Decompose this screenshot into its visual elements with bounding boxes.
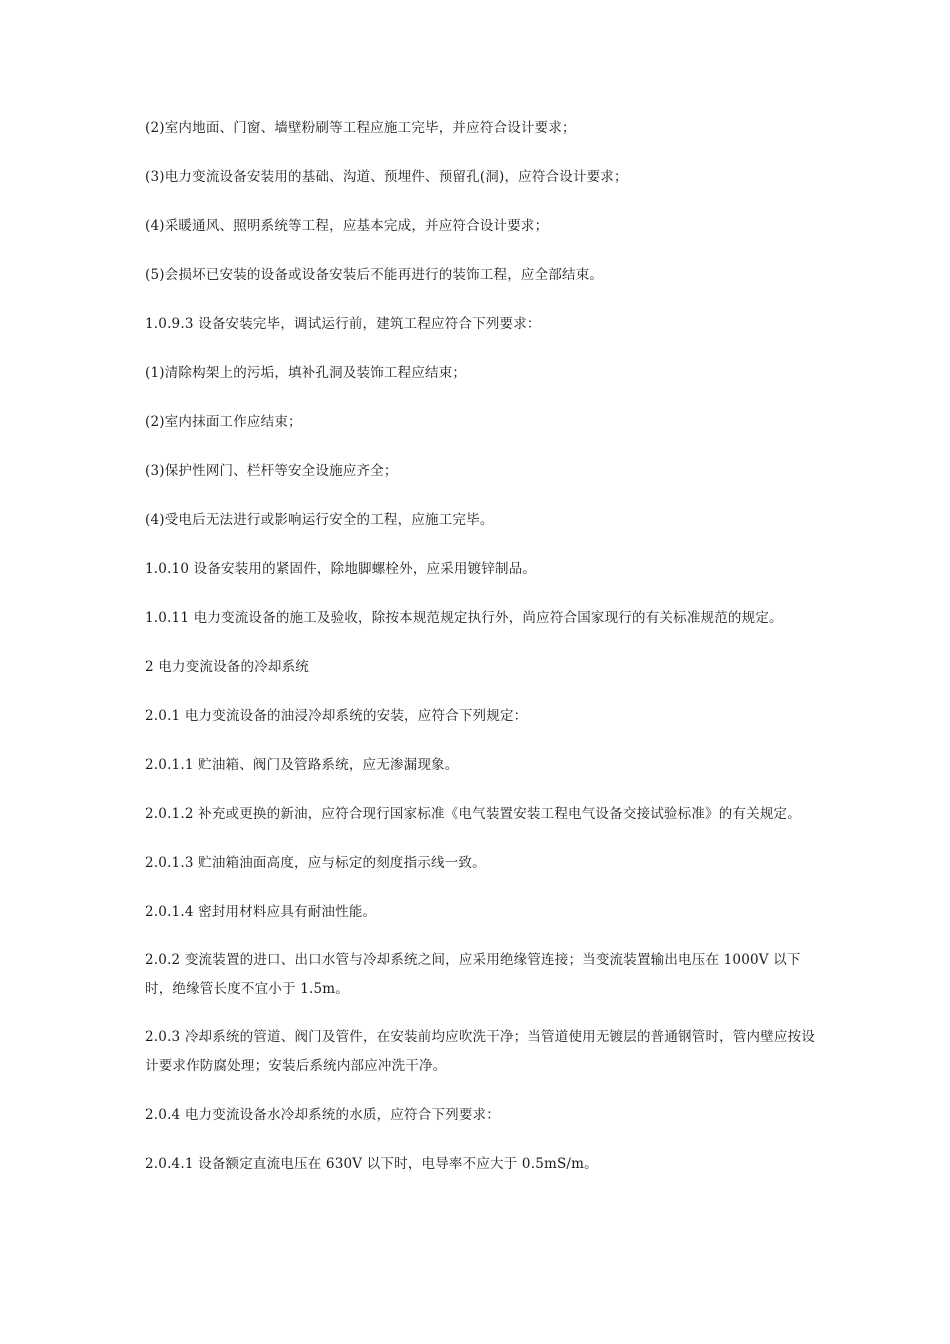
clause-2-0-1-4: 2.0.1.4 密封用材料应具有耐油性能。 xyxy=(145,904,377,920)
clause-2-0-4: 2.0.4 电力变流设备水冷却系统的水质，应符合下列要求： xyxy=(145,1107,500,1123)
clause-2-0-2: 2.0.2 变流装置的进口、出口水管与冷却系统之间，应采用绝缘管连接；当变流装置输出电压在 1000V 以下时，绝缘管长度不宜小于 1.5m。 xyxy=(145,952,801,997)
item-1-clean-structures: (1)清除构架上的污垢，填补孔洞及装饰工程应结束； xyxy=(145,365,467,381)
paragraph-3-foundations: (3)电力变流设备安装用的基础、沟道、预埋件、预留孔(洞)，应符合设计要求； xyxy=(145,169,628,185)
clause-2-0-1: 2.0.1 电力变流设备的油浸冷却系统的安装，应符合下列规定： xyxy=(145,708,528,724)
section-heading-2: 2 电力变流设备的冷却系统 xyxy=(145,659,309,675)
paragraph-4-hvac-lighting: (4)采暖通风、照明系统等工程，应基本完成，并应符合设计要求； xyxy=(145,218,549,234)
paragraph-5-decoration: (5)会损坏已安装的设备或设备安装后不能再进行的装饰工程，应全部结束。 xyxy=(145,267,604,283)
item-2-plastering: (2)室内抹面工作应结束； xyxy=(145,414,302,430)
clause-1-0-11: 1.0.11 电力变流设备的施工及验收，除按本规范规定执行外，尚应符合国家现行的有关标准规范的规定。 xyxy=(145,610,783,626)
clause-1-0-9-3: 1.0.9.3 设备安装完毕，调试运行前，建筑工程应符合下列要求： xyxy=(145,316,541,332)
clause-1-0-10: 1.0.10 设备安装用的紧固件，除地脚螺栓外，应采用镀锌制品。 xyxy=(145,561,537,577)
item-3-safety-facilities: (3)保护性网门、栏杆等安全设施应齐全； xyxy=(145,463,398,479)
paragraph-2-interior-finishes: (2)室内地面、门窗、墙壁粉刷等工程应施工完毕，并应符合设计要求； xyxy=(145,120,576,136)
clause-2-0-3: 2.0.3 冷却系统的管道、阀门及管件，在安装前均应吹洗干净；当管道使用无镀层的普通钢管时，管内壁应按设计要求作防腐处理；安装后系统内部应冲洗干净。 xyxy=(145,1029,816,1074)
item-4-post-energize-works: (4)受电后无法进行或影响运行安全的工程，应施工完毕。 xyxy=(145,512,494,528)
document-body xyxy=(145,118,817,1203)
clause-2-0-4-1: 2.0.4.1 设备额定直流电压在 630V 以下时，电导率不应大于 0.5mS/m。 xyxy=(145,1156,598,1172)
clause-2-0-1-1: 2.0.1.1 贮油箱、阀门及管路系统，应无渗漏现象。 xyxy=(145,757,459,773)
clause-2-0-1-3: 2.0.1.3 贮油箱油面高度，应与标定的刻度指示线一致。 xyxy=(145,855,486,871)
clause-2-0-1-2: 2.0.1.2 补充或更换的新油，应符合现行国家标准《电气装置安装工程电气设备交接试验标准》的有关规定。 xyxy=(145,806,801,822)
